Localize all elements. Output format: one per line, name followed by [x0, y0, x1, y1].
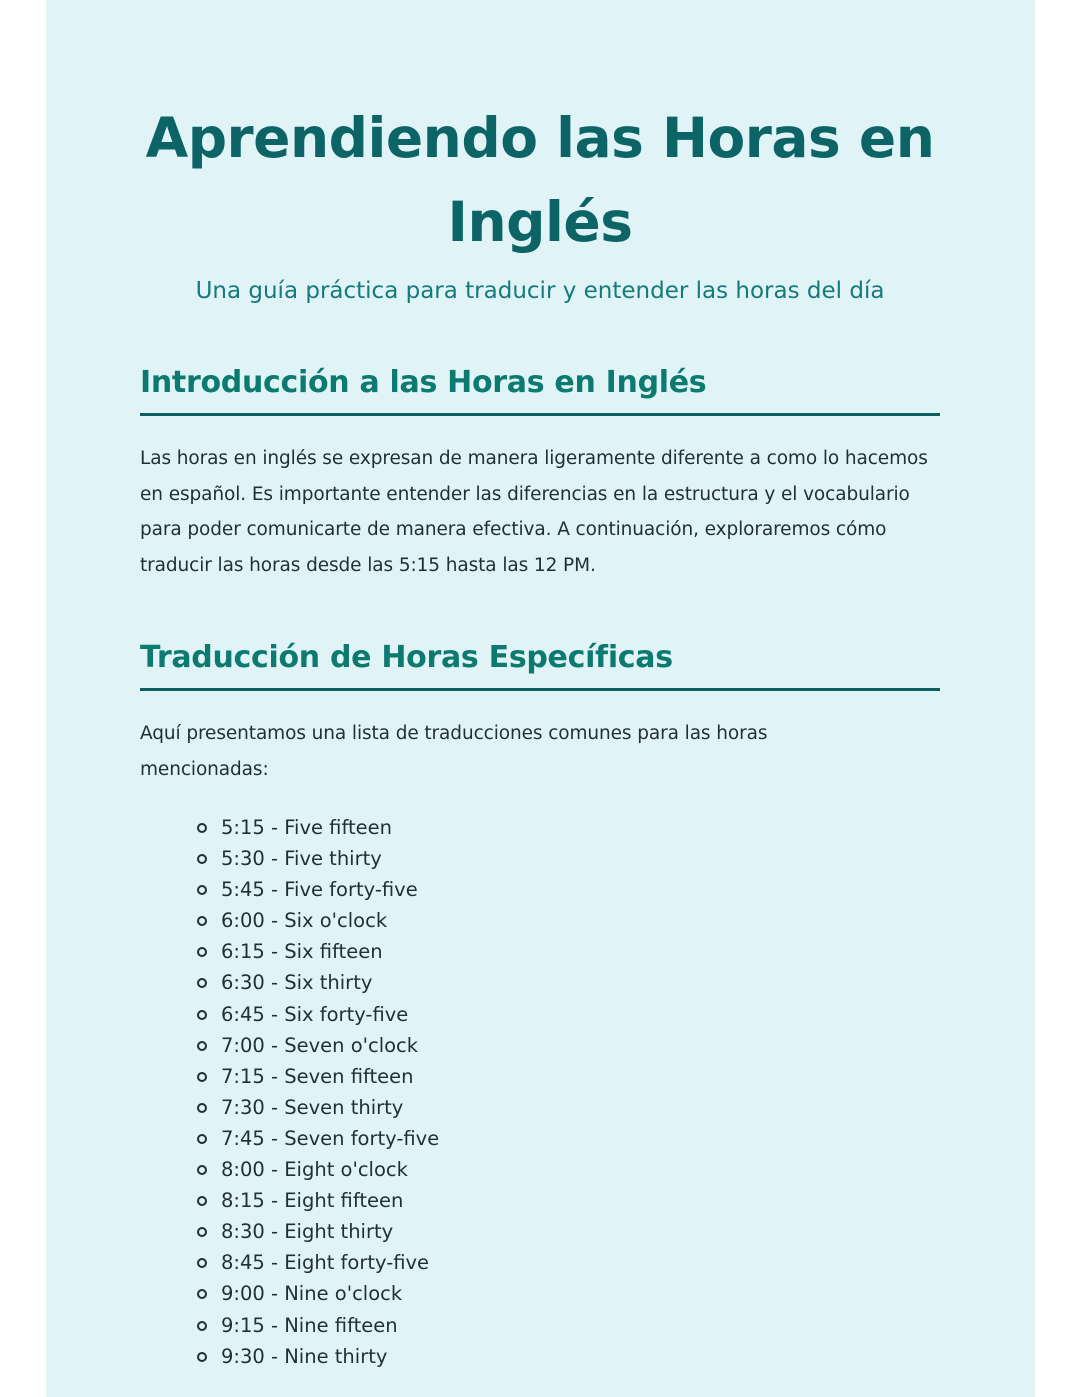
bullet-circle-icon	[197, 1321, 207, 1331]
list-item-text: 6:30 - Six thirty	[221, 971, 373, 995]
bullet-circle-icon	[197, 1072, 207, 1082]
list-item	[140, 1154, 940, 1185]
bullet-circle-icon	[197, 947, 207, 957]
document-page	[46, 0, 1035, 1397]
bullet-circle-icon	[197, 916, 207, 926]
list-item	[140, 1123, 940, 1154]
bullet-circle-icon	[197, 1134, 207, 1144]
bullet-circle-icon	[197, 1352, 207, 1362]
list-item-text: 8:00 - Eight o'clock	[221, 1158, 408, 1182]
list-item	[140, 967, 940, 998]
page-subtitle: Una guía práctica para traducir y entender las horas del día	[195, 278, 885, 304]
list-item-text: 6:15 - Six fifteen	[221, 940, 383, 964]
list-item	[140, 1030, 940, 1061]
page-title: Aprendiendo las Horas en Inglés	[145, 106, 935, 254]
list-item	[140, 999, 940, 1030]
intro-paragraph: Las horas en inglés se expresan de manera ligeramente diferente a como lo hacemos en español. Es importante entender las diferencias en la estructura y el vocabulario para poder comunicarte de manera efectiva. A continuación, exploraremos cómo traducir las horas desde las 5:15 hasta las 12 PM.	[140, 448, 928, 576]
section-heading-traduccion: Traducción de Horas Específicas	[140, 640, 673, 675]
list-item-text: 5:15 - Five fifteen	[221, 816, 392, 839]
list-item	[140, 1310, 940, 1341]
list-item-text: 8:45 - Eight forty-five	[221, 1251, 430, 1275]
bullet-circle-icon	[197, 1103, 207, 1113]
list-item-text: 6:45 - Six forty-five	[221, 1002, 409, 1026]
list-item	[140, 1278, 940, 1309]
list-item-text: 6:00 - Six o'clock	[221, 909, 388, 933]
list-item-text: 5:30 - Five thirty	[221, 847, 382, 871]
bullet-circle-icon	[197, 1196, 207, 1206]
list-item-text: 7:15 - Seven fifteen	[221, 1064, 414, 1088]
list-item	[140, 1092, 940, 1123]
bullet-circle-icon	[197, 1165, 207, 1175]
list-item-text: 9:00 - Nine o'clock	[221, 1282, 403, 1306]
list-item-text: 9:15 - Nine fifteen	[221, 1313, 398, 1337]
bullet-circle-icon	[197, 1289, 207, 1299]
bullet-circle-icon	[197, 1227, 207, 1237]
list-item	[140, 1247, 940, 1278]
list-item-text: 8:15 - Eight fifteen	[221, 1189, 404, 1213]
bullet-circle-icon	[197, 978, 207, 988]
list-item	[140, 936, 940, 967]
section-divider	[140, 413, 940, 416]
list-item	[140, 905, 940, 936]
translation-intro-paragraph: Aquí presentamos una lista de traducciones comunes para las horas mencionadas:	[140, 723, 768, 780]
section-heading-introduccion: Introducción a las Horas en Inglés	[140, 365, 707, 400]
list-item-text: 7:45 - Seven forty-five	[221, 1126, 440, 1150]
list-item-text: 5:45 - Five forty-five	[221, 878, 418, 902]
time-translation-list	[140, 812, 940, 1372]
list-item	[140, 1061, 940, 1092]
list-item	[140, 1341, 940, 1372]
bullet-circle-icon	[197, 885, 207, 895]
bullet-circle-icon	[197, 854, 207, 864]
bullet-circle-icon	[197, 1258, 207, 1268]
bullet-circle-icon	[197, 1041, 207, 1051]
bullet-circle-icon	[197, 1010, 207, 1020]
bullet-circle-icon	[197, 823, 207, 833]
list-item	[140, 874, 940, 905]
list-item	[140, 1185, 940, 1216]
list-item	[140, 1216, 940, 1247]
list-item-text: 8:30 - Eight thirty	[221, 1220, 394, 1244]
list-item-text: 9:30 - Nine thirty	[221, 1344, 388, 1368]
list-item-text: 7:30 - Seven thirty	[221, 1095, 404, 1119]
list-item-text: 7:00 - Seven o'clock	[221, 1033, 419, 1057]
section-divider	[140, 688, 940, 691]
list-item	[140, 843, 940, 874]
list-item	[140, 812, 940, 843]
